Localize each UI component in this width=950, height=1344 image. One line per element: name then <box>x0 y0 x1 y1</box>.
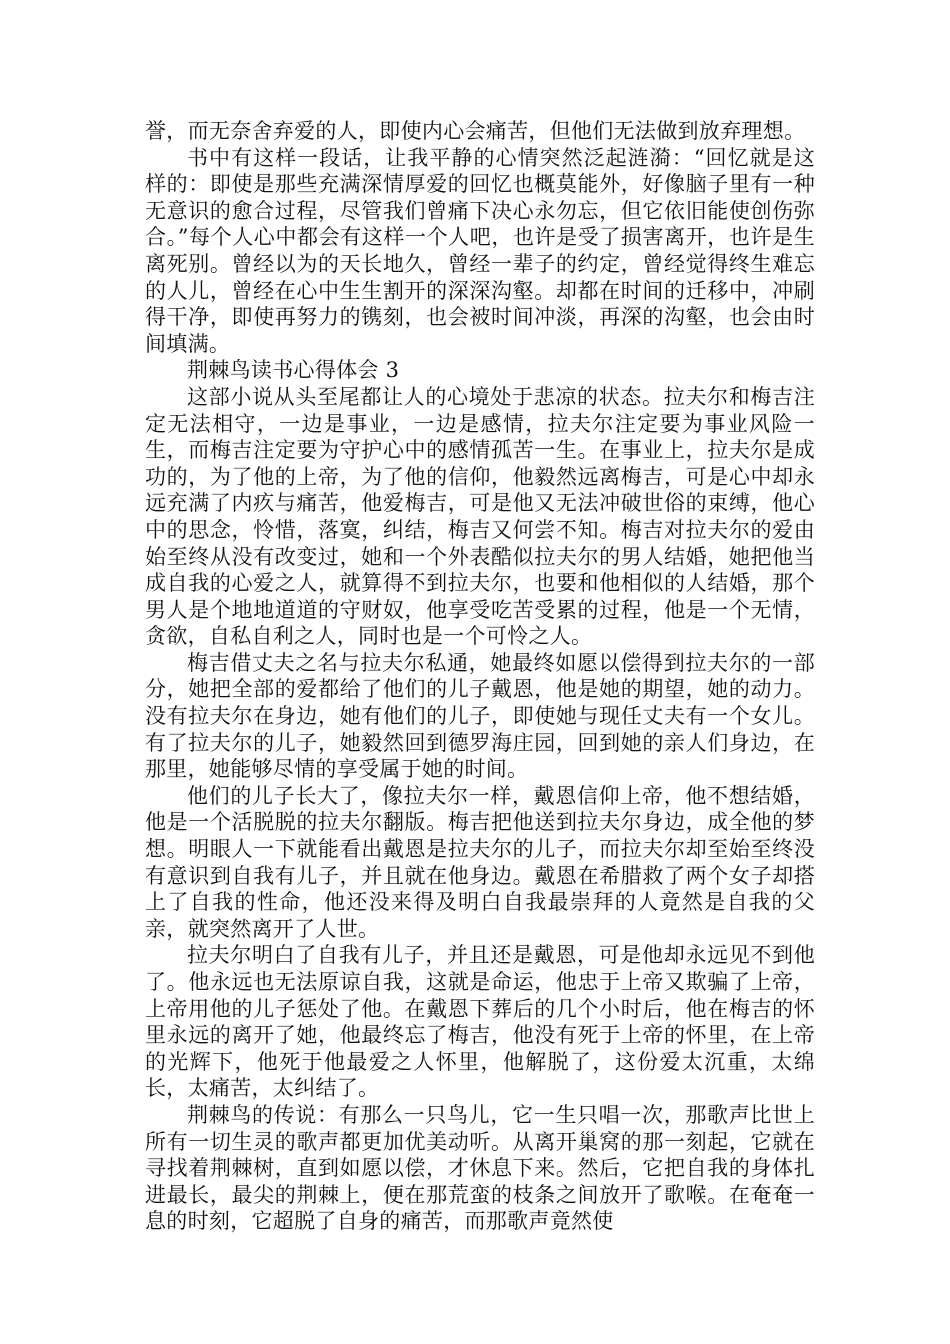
paragraph-quote: 书中有这样一段话，让我平静的心情突然泛起涟漪：“回忆就是这样的：即使是那些充满深情厚爱的回忆也概莫能外，好像脑子里有一种无意识的愈合过程，尽管我们曾痛下决心永勿忘，但它依旧能使创伤弥合。”每个人心中都会有这样一个人吧，也许是受了损害离开，也许是生离死别。曾经以为的天长地久，曾经一辈子的约定，曾经觉得终生难忘的人儿，曾经在心中生生割开的深深沟壑。却都在时间的迁移中，冲刷得干净，即使再努力的镌刻，也会被时间冲淡，再深的沟壑，也会由时间填满。 <box>145 145 815 356</box>
paragraph: 荆棘鸟的传说：有那么一只鸟儿，它一生只唱一次，那歌声比世上所有一切生灵的歌声都更加优美动听。从离开巢窝的那一刻起，它就在寻找着荆棘树，直到如愿以偿，才休息下来。然后，它把自我的身体扎进最长，最尖的荆棘上，便在那荒蛮的枝条之间放开了歌喉。在奄奄一息的时刻，它超脱了自身的痛苦，而那歌声竟然使 <box>145 1102 815 1234</box>
paragraph-continuation: 誉，而无奈舍弃爱的人，即使内心会痛苦，但他们无法做到放弃理想。 <box>145 119 806 143</box>
paragraph: 拉夫尔明白了自我有儿子，并且还是戴恩，可是他却永远见不到他了。他永远也无法原谅自我，这就是命运，他忠于上帝又欺骗了上帝，上帝用他的儿子惩处了他。在戴恩下葬后的几个小时后，他在梅吉的怀里永远的离开了她，他最终忘了梅吉，他没有死于上帝的怀里，在上帝的光辉下，他死于他最爱之人怀里，他解脱了，这份爱太沉重，太绵长，太痛苦，太纠结了。 <box>145 943 815 1101</box>
document-body <box>145 118 815 1235</box>
paragraph: 梅吉借丈夫之名与拉夫尔私通，她最终如愿以偿得到拉夫尔的一部分，她把全部的爱都给了他们的儿子戴恩，他是她的期望，她的动力。没有拉夫尔在身边，她有他们的儿子，即使她与现任丈夫有一个女儿。有了拉夫尔的儿子，她毅然回到德罗海庄园，回到她的亲人们身边，在那里，她能够尽情的享受属于她的时间。 <box>145 650 815 782</box>
section-heading: 荆棘鸟读书心得体会 3 <box>187 358 400 383</box>
paragraph: 他们的儿子长大了，像拉夫尔一样，戴恩信仰上帝，他不想结婚，他是一个活脱脱的拉夫尔翻版。梅吉把他送到拉夫尔身边，成全他的梦想。明眼人一下就能看出戴恩是拉夫尔的儿子，而拉夫尔却至始至终没有意识到自我有儿子，并且就在他身边。戴恩在希腊救了两个女子却搭上了自我的性命，他还没来得及明白自我最崇拜的人竟然是自我的父亲，就突然离开了人世。 <box>145 783 815 941</box>
paragraph: 这部小说从头至尾都让人的心境处于悲凉的状态。拉夫尔和梅吉注定无法相守，一边是事业，一边是感情，拉夫尔注定要为事业风险一生，而梅吉注定要为守护心中的感情孤苦一生。在事业上，拉夫尔是成功的，为了他的上帝，为了他的信仰，他毅然远离梅吉，可是心中却永远充满了内疚与痛苦，他爱梅吉，可是他又无法冲破世俗的束缚，他心中的思念，怜惜，落寞，纠结，梅吉又何尝不知。梅吉对拉夫尔的爱由始至终从没有改变过，她和一个外表酷似拉夫尔的男人结婚，她把他当成自我的心爱之人，就算得不到拉夫尔，也要和他相似的人结婚，那个男人是个地地道道的守财奴，他享受吃苦受累的过程，他是一个无情，贪欲，自私自利之人，同时也是一个可怜之人。 <box>145 384 815 649</box>
